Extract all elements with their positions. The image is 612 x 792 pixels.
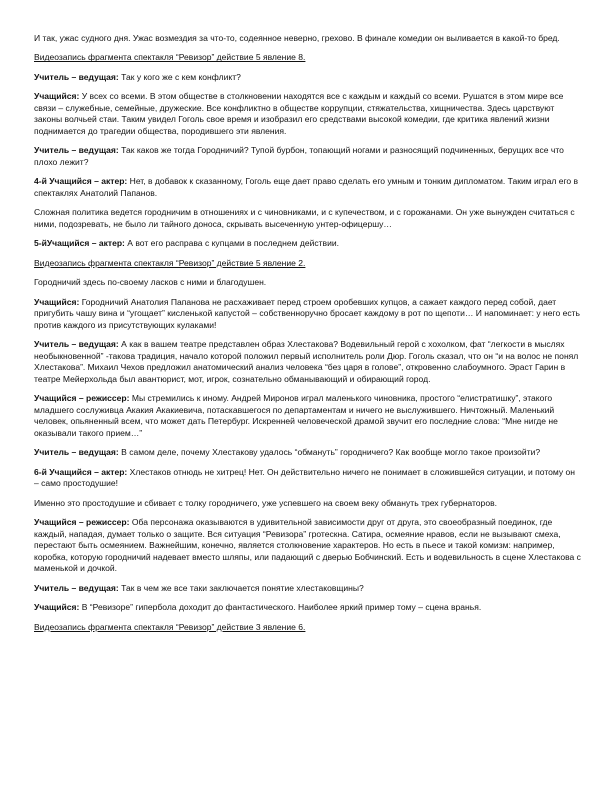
paragraph — [34, 467, 582, 490]
paragraph-text: У всех со всеми. В этом обществе в столкновении находятся все с каждым и каждый со всеми. Рушатся в этом мире все связи – служебные, семейные, дружеские. Все конфликтно в обществе коррупции, стяжательства, хищничества. Здесь царствуют законы волчьей стаи. Таким увидел Гоголь свое время и изобразил его средствами высокой комедии, где критика явлений жизни поднимается до трагедии общества, породившего эти явления. — [34, 91, 564, 136]
paragraph — [34, 145, 582, 168]
paragraph-text: В самом деле, почему Хлестакову удалось “обмануть” городничего? Как вообще могло такое произойти? — [118, 447, 541, 458]
speaker-label: Учитель – ведущая: — [34, 447, 119, 458]
speaker-label: Учащийся – режиссер: — [34, 393, 130, 404]
paragraph — [34, 517, 582, 575]
paragraph-text: Именно это простодушие и сбивает с толку городничего, уже успевшего на своем веку обмануть трех губернаторов. — [34, 497, 497, 508]
paragraph-text: Так в чем же все таки заключается понятие хлестаковщины? — [118, 582, 364, 593]
speaker-label: Учащийся: — [34, 91, 80, 102]
video-fragment-caption — [34, 52, 582, 64]
paragraph — [34, 207, 582, 230]
paragraph-text: Так каков же тогда Городничий? Тупой бурбон, топающий ногами и разносящий подчиненных, берущих все что плохо лежит? — [34, 145, 564, 167]
paragraph — [34, 176, 582, 199]
speaker-label: 6-й Учащийся – актер: — [34, 466, 128, 477]
paragraph-text: В “Ревизоре” гипербола доходит до фантастического. Наиболее яркий пример тому – сцена вранья. — [79, 602, 482, 613]
speaker-label: 4-й Учащийся – актер: — [34, 176, 128, 187]
video-fragment-caption — [34, 622, 582, 634]
paragraph-text: А вот его расправа с купцами в последнем действии. — [124, 238, 339, 249]
speaker-label: Учитель – ведущая: — [34, 582, 119, 593]
speaker-label: Учащийся: — [34, 296, 80, 307]
paragraph — [34, 33, 582, 45]
paragraph — [34, 339, 582, 385]
paragraph-text: Городничий здесь по-своему ласков с ними и благодушен. — [34, 277, 267, 288]
paragraph — [34, 602, 582, 614]
paragraph-text: Городничий Анатолия Папанова не расхаживает перед строем оробевших купцов, а сажает каждого перед собой, дает пригубить чашу вина и “угощает” кисленькой капустой – собственноручно бросает каждому в рот по щепоти… И напоминает: у него есть против каждого из присутствующих кулаками! — [34, 296, 580, 330]
video-fragment-caption — [34, 258, 582, 270]
paragraph — [34, 91, 582, 137]
speaker-label: Учитель – ведущая: — [34, 339, 119, 350]
speaker-label: Учитель – ведущая: — [34, 71, 119, 82]
paragraph-text: Нет, в добавок к сказанному, Гоголь еще дает право сделать его умным и тонким дипломатом. Таким играл его в спектаклях Анатолий Папанов. — [34, 176, 579, 198]
paragraph-text: Сложная политика ведется городничим в отношениях и с чиновниками, и с купечеством, и с горожанами. Он уже вынужден считаться с ними, подозревать, не было ли тайного доноса, скрывать высеченную унтер-офицершу… — [34, 207, 575, 229]
paragraph-text: И так, ужас судного дня. Ужас возмездия за что-то, содеянное неверно, грехово. В финале комедии он выливается в какой-то бред. — [34, 33, 560, 43]
paragraph — [34, 297, 582, 332]
paragraph — [34, 393, 582, 439]
paragraph — [34, 583, 582, 595]
paragraph — [34, 447, 582, 459]
speaker-label: 5-йУчащийся – актер: — [34, 238, 125, 249]
paragraph-text: Видеозапись фрагмента спектакля “Ревизор” действие 5 явление 2. — [34, 257, 306, 268]
paragraph — [34, 498, 582, 510]
paragraph-text: Оба персонажа оказываются в удивительной зависимости друг от друга, это своеобразный поединок, где каждый, нападая, думает только о защите. Вся ситуация “Ревизора” гротескна. Сатира, осмеяние нравов, если не вызывают смеха, перестают быть осмеянием. Важнейшим, конечно, является столкновение характеров. Но есть в пьесе и такой комизм: например, коробка, которую городничий надевает вместо шляпы, или падающий с дверью Бобчинский. Есть и водевильность в сцене Хлестакова с маменькой и дочкой. — [34, 517, 581, 574]
speaker-label: Учащийся – режиссер: — [34, 517, 130, 528]
speaker-label: Учащийся: — [34, 602, 80, 613]
paragraph-text: Видеозапись фрагмента спектакля “Ревизор” действие 5 явление 8. — [34, 52, 306, 63]
paragraph — [34, 72, 582, 84]
paragraph-text: Видеозапись фрагмента спектакля “Ревизор” действие 3 явление 6. — [34, 621, 306, 632]
speaker-label: Учитель – ведущая: — [34, 145, 119, 156]
paragraph-text: Хлестаков отнюдь не хитрец! Нет. Он действительно ничего не понимает в сложившейся ситуации, и потому он – само простодушие! — [34, 466, 576, 489]
paragraph-text: Так у кого же с кем конфликт? — [118, 71, 241, 82]
paragraph — [34, 238, 582, 250]
paragraph-text: Мы стремились к иному. Андрей Миронов играл маленького чиновника, простого “елистратишку”, этакого младшего сослуживца Акакия Акакиевича, потаскавшегося по департаментам и ничего не выслужившего. Ничтожный. Маленький человек, опьяненный всем, что может дать Петербург. Искренней человеческой драмой звучит его последние слова: “Мне нигде не оказывали такого прием…” — [34, 393, 558, 438]
document-page — [34, 33, 582, 641]
paragraph — [34, 277, 582, 289]
paragraph-text: А как в вашем театре представлен образ Хлестакова? Водевильный герой с хохолком, фат “легкости в мыслях необыкновенной” -такова традиция, начало которой положил первый исполнитель роли Дюр. Гоголь сказал, что он “и на волос не понял Хлестакова”. Михаил Чехов предложил анатомический анализ человека “без царя в голове”, откровенно слабоумного. Эраст Гарин в театре Мейерхольда был авантюрист, мот, игрок, сознательно обманывающий и обирающий город. — [34, 339, 579, 384]
